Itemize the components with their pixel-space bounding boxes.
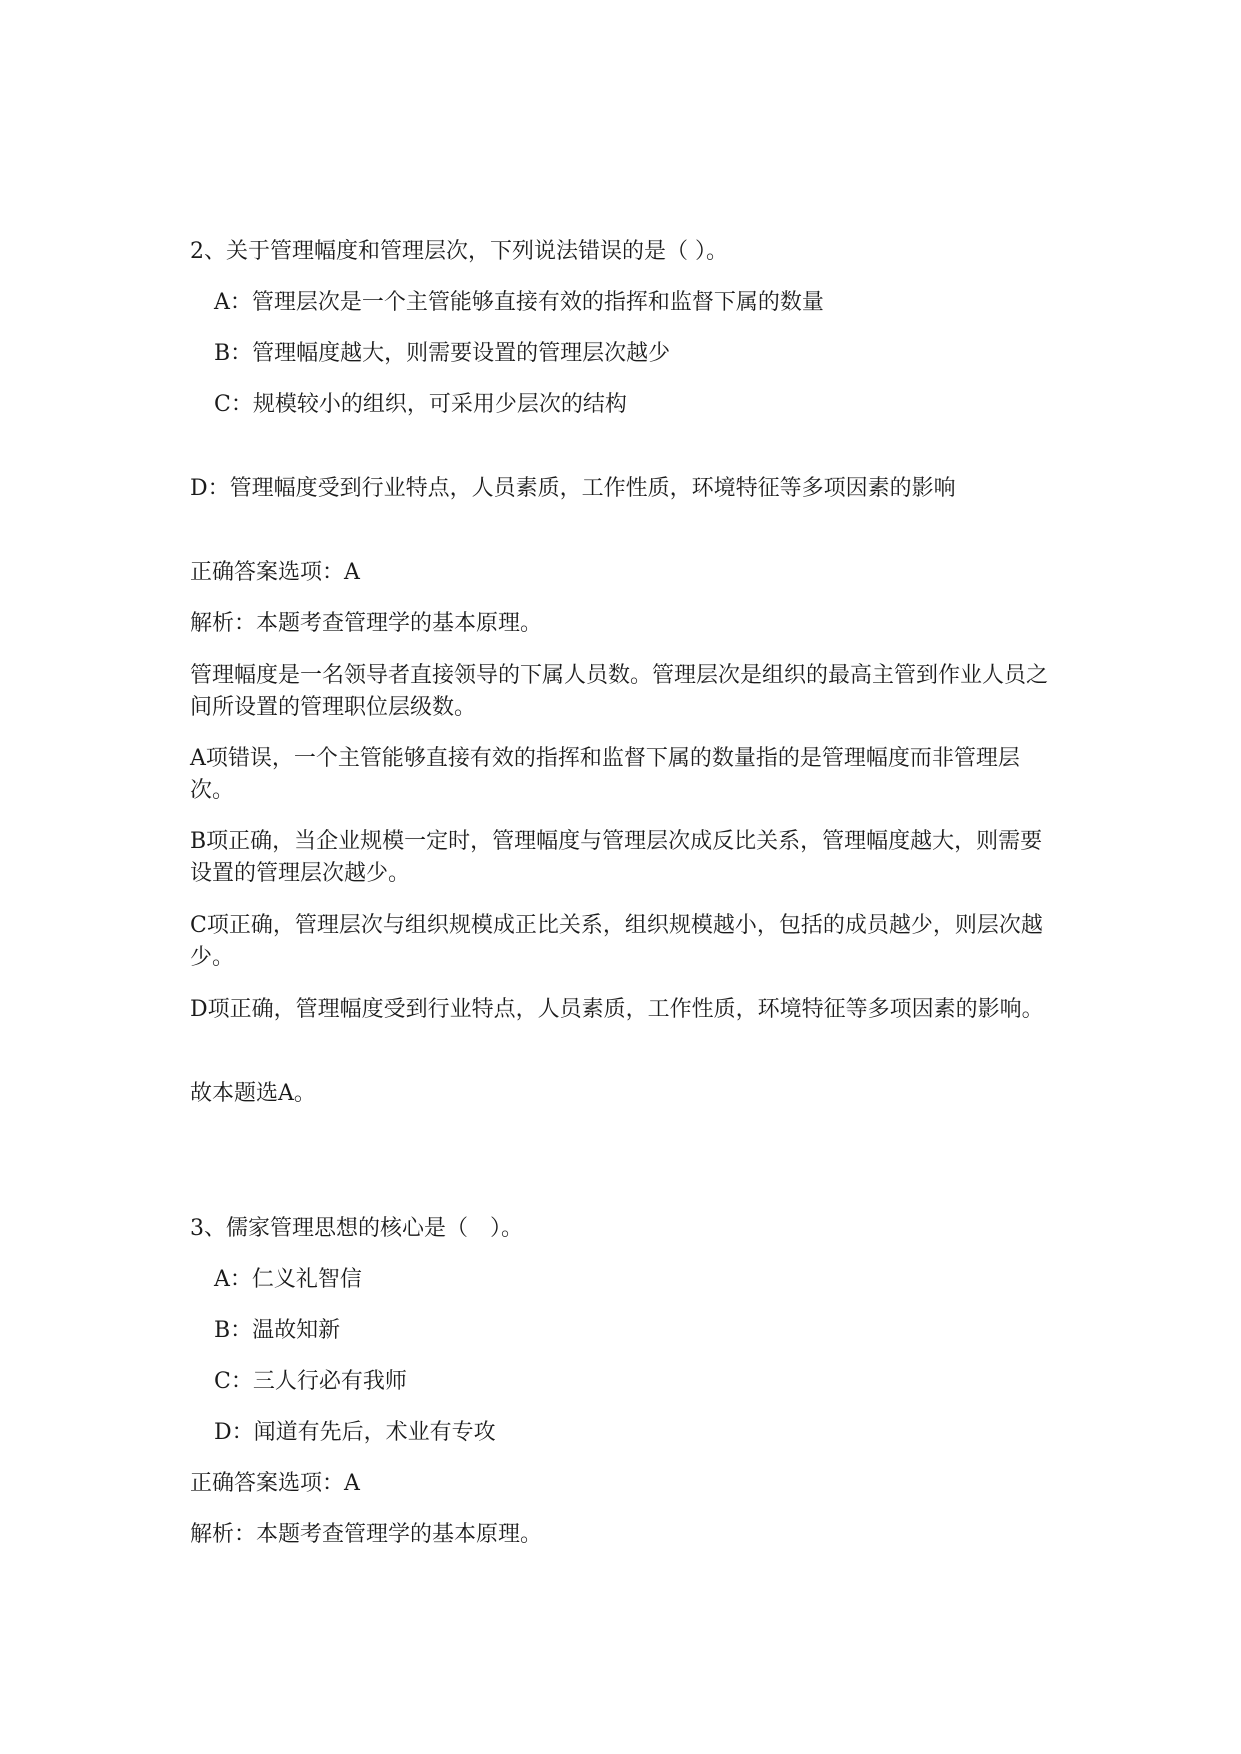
question-2-analysis-paragraph: B项正确，当企业规模一定时，管理幅度与管理层次成反比关系，管理幅度越大，则需要设置的管理层次越少。 bbox=[190, 829, 1043, 886]
question-2-analysis-paragraph: 管理幅度是一名领导者直接领导的下属人员数。管理层次是组织的最高主管到作业人员之间所设置的管理职位层级数。 bbox=[190, 663, 1049, 720]
question-3-option-d: D：闻道有先后，术业有专攻 bbox=[214, 1420, 496, 1445]
question-2-text: 2、关于管理幅度和管理层次，下列说法错误的是（ ）。 bbox=[190, 239, 728, 264]
question-2-option-d: D：管理幅度受到行业特点，人员素质，工作性质，环境特征等多项因素的影响 bbox=[190, 476, 956, 501]
question-3-text: 3、儒家管理思想的核心是（ ）。 bbox=[190, 1216, 523, 1241]
question-2-option-a: A：管理层次是一个主管能够直接有效的指挥和监督下属的数量 bbox=[214, 290, 824, 315]
question-2-analysis-paragraph: A项错误，一个主管能够直接有效的指挥和监督下属的数量指的是管理幅度而非管理层次。 bbox=[190, 746, 1020, 803]
question-3-option-a: A：仁义礼智信 bbox=[214, 1267, 362, 1292]
question-3-option-b: B：温故知新 bbox=[214, 1318, 341, 1343]
question-2-option-b: B：管理幅度越大，则需要设置的管理层次越少 bbox=[214, 341, 671, 366]
question-2-option-c: C：规模较小的组织，可采用少层次的结构 bbox=[214, 392, 627, 417]
question-2-analysis-paragraph: D项正确，管理幅度受到行业特点，人员素质，工作性质，环境特征等多项因素的影响。 bbox=[190, 997, 1044, 1022]
question-2-conclusion: 故本题选A。 bbox=[190, 1081, 316, 1106]
question-3-analysis-label: 解析：本题考查管理学的基本原理。 bbox=[190, 1522, 543, 1547]
question-3-answer: 正确答案选项：A bbox=[190, 1471, 360, 1496]
question-2-answer: 正确答案选项：A bbox=[190, 560, 360, 585]
question-2-analysis-label: 解析：本题考查管理学的基本原理。 bbox=[190, 611, 543, 636]
question-2-analysis-paragraph: C项正确，管理层次与组织规模成正比关系，组织规模越小，包括的成员越少，则层次越少。 bbox=[190, 913, 1043, 970]
question-3-option-c: C：三人行必有我师 bbox=[214, 1369, 407, 1394]
